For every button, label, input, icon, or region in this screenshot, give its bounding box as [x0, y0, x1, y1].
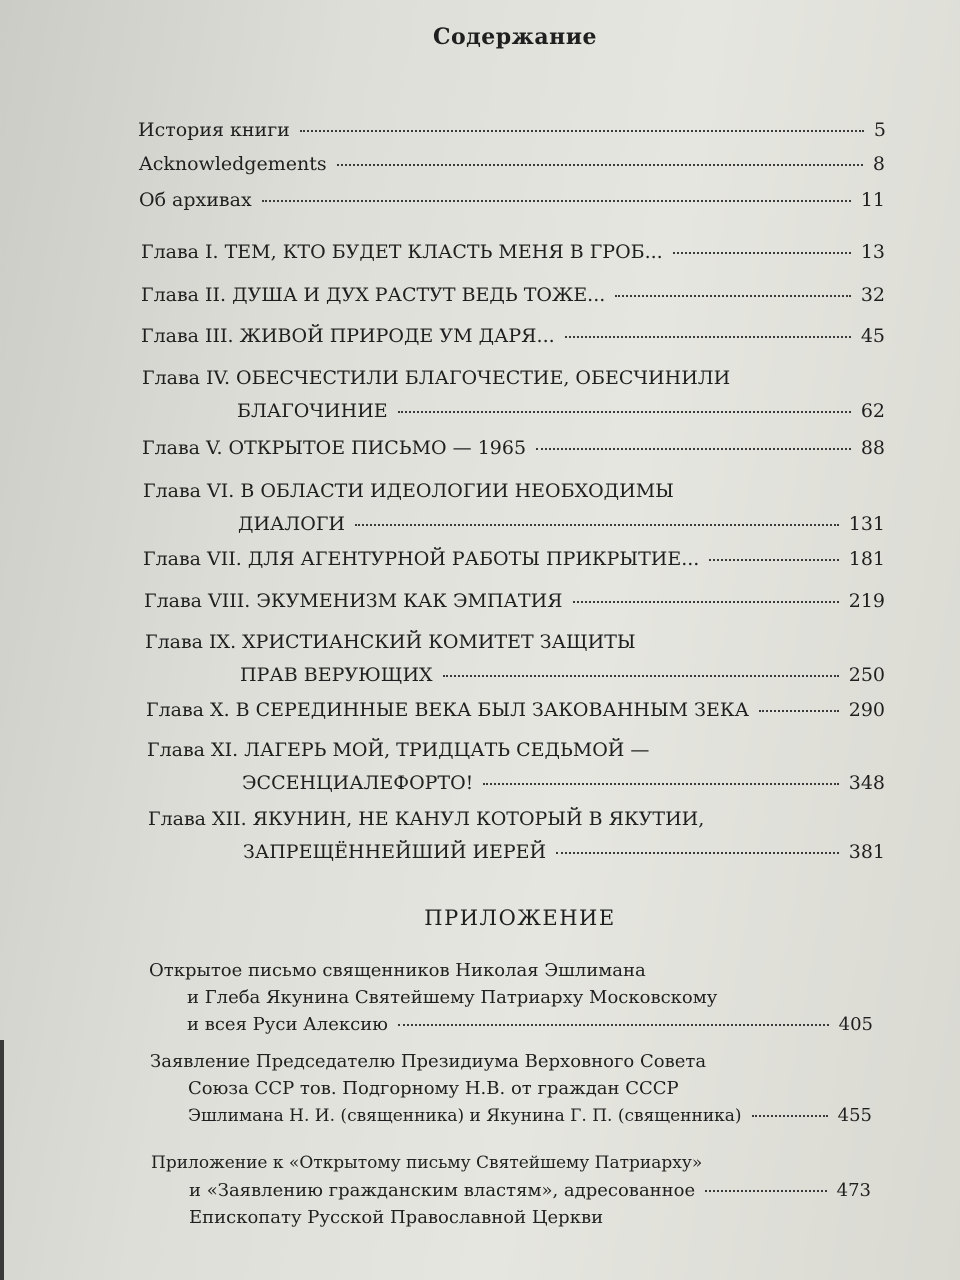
chapter-page: 62 [860, 400, 885, 422]
toc-chapter-5 [142, 434, 885, 463]
chapter-page: 348 [848, 772, 885, 794]
appendix-page: 405 [838, 1014, 873, 1035]
chapter-page: 88 [860, 437, 885, 459]
leader-dots [398, 411, 851, 413]
toc-chapter-8 [144, 587, 885, 616]
appendix-entry-1 [149, 957, 873, 1038]
toc-chapter-2 [141, 281, 885, 310]
chapter-title: Глава I. ТЕМ, КТО БУДЕТ КЛАСТЬ МЕНЯ В ГРОБ... [141, 241, 663, 263]
toc-chapter-1 [141, 238, 885, 267]
toc-chapter-6 [143, 477, 885, 539]
chapter-page: 290 [848, 699, 885, 721]
toc-title: Содержание [432, 24, 598, 50]
chapter-title: Глава III. ЖИВОЙ ПРИРОДЕ УМ ДАРЯ... [141, 325, 555, 347]
toc-entry-acknowledgements [139, 150, 885, 179]
leader-dots [398, 1024, 829, 1026]
leader-dots [355, 524, 839, 526]
toc-entry-label: История книги [138, 119, 290, 141]
chapter-title: Глава V. ОТКРЫТОЕ ПИСЬМО — 1965 [142, 437, 527, 459]
chapter-title: Глава VIII. ЭКУМЕНИЗМ КАК ЭМПАТИЯ [144, 590, 563, 612]
appendix-line: Союза ССР тов. Подгорному Н.В. от граждан СССР [188, 1078, 679, 1099]
toc-entry-page: 11 [860, 189, 885, 211]
leader-dots [709, 559, 838, 561]
chapter-page: 32 [860, 284, 885, 306]
appendix-title: ПРИЛОЖЕНИЕ [424, 906, 616, 930]
appendix-line: Заявление Председателю Президиума Верховного Совета [150, 1051, 707, 1072]
chapter-page: 181 [848, 548, 885, 570]
chapter-title: Глава VII. ДЛЯ АГЕНТУРНОЙ РАБОТЫ ПРИКРЫТИЕ... [143, 548, 700, 570]
chapter-title-cont: ЭССЕНЦИАЛЕФОРТО! [242, 772, 474, 794]
appendix-line: Открытое письмо священников Николая Эшлимана [149, 960, 646, 981]
chapter-title: Глава II. ДУША И ДУХ РАСТУТ ВЕДЬ ТОЖЕ... [141, 284, 606, 306]
toc-chapter-7 [143, 545, 885, 574]
leader-dots [556, 852, 839, 854]
chapter-title: Глава IV. ОБЕСЧЕСТИЛИ БЛАГОЧЕСТИЕ, ОБЕСЧИНИЛИ [142, 367, 731, 389]
toc-chapter-10 [146, 696, 885, 725]
chapter-title-cont: ЗАПРЕЩЁННЕЙШИЙ ИЕРЕЙ [243, 841, 547, 863]
toc-entry-page: 5 [873, 119, 886, 141]
leader-dots [673, 252, 851, 254]
toc-entry-page: 8 [872, 153, 885, 175]
appendix-line: Эшлимана Н. И. (священника) и Якунина Г. П. (священника) [188, 1106, 742, 1126]
appendix-entry-3 [151, 1150, 871, 1231]
chapter-page: 381 [848, 841, 885, 863]
leader-dots [483, 783, 838, 785]
appendix-line: Приложение к «Открытому письму Святейшему Патриарху» [151, 1153, 703, 1173]
leader-dots [752, 1115, 828, 1117]
appendix-line: и «Заявлению гражданским властям», адресованное [189, 1180, 696, 1201]
chapter-title-cont: ПРАВ ВЕРУЮЩИХ [240, 664, 433, 686]
leader-dots [565, 336, 851, 338]
leader-dots [705, 1190, 826, 1192]
toc-entry-label: Acknowledgements [139, 153, 327, 175]
chapter-page: 131 [848, 513, 885, 535]
appendix-page: 455 [837, 1105, 872, 1126]
toc-entry-history [138, 116, 886, 145]
toc-chapter-11 [147, 736, 885, 798]
appendix-entry-2 [150, 1048, 872, 1130]
leader-dots [536, 448, 851, 450]
toc-entry-label: Об архивах [139, 189, 252, 211]
chapter-title: Глава XI. ЛАГЕРЬ МОЙ, ТРИДЦАТЬ СЕДЬМОЙ — [147, 739, 650, 761]
toc-chapter-9 [145, 628, 885, 690]
toc-chapter-12 [148, 805, 885, 867]
leader-dots [615, 295, 851, 297]
chapter-title: Глава X. В СЕРЕДИННЫЕ ВЕКА БЫЛ ЗАКОВАННЫМ ЗЕКА [146, 699, 749, 721]
leader-dots [443, 675, 839, 677]
chapter-page: 250 [848, 664, 885, 686]
toc-chapter-4 [142, 364, 885, 426]
chapter-title: Глава VI. В ОБЛАСТИ ИДЕОЛОГИИ НЕОБХОДИМЫ [143, 480, 674, 502]
leader-dots [337, 164, 863, 166]
appendix-line: и всея Руси Алексию [187, 1014, 388, 1035]
leader-dots [262, 200, 851, 202]
chapter-title: Глава XII. ЯКУНИН, НЕ КАНУЛ КОТОРЫЙ В ЯКУТИИ, [148, 808, 705, 830]
chapter-page: 219 [848, 590, 885, 612]
appendix-line: и Глеба Якунина Святейшему Патриарху Московскому [187, 987, 718, 1008]
toc-chapter-3 [141, 322, 885, 351]
chapter-title: Глава IX. ХРИСТИАНСКИЙ КОМИТЕТ ЗАЩИТЫ [145, 631, 636, 653]
appendix-page: 473 [836, 1180, 871, 1201]
chapter-page: 45 [860, 325, 885, 347]
leader-dots [300, 130, 864, 132]
chapter-title-cont: БЛАГОЧИНИЕ [237, 400, 388, 422]
book-spine-edge [0, 1040, 4, 1280]
leader-dots [573, 601, 839, 603]
leader-dots [759, 710, 839, 712]
toc-entry-archives [139, 186, 885, 215]
chapter-page: 13 [860, 241, 885, 263]
chapter-title-cont: ДИАЛОГИ [238, 513, 345, 535]
appendix-line: Епископату Русской Православной Церкви [189, 1207, 604, 1228]
